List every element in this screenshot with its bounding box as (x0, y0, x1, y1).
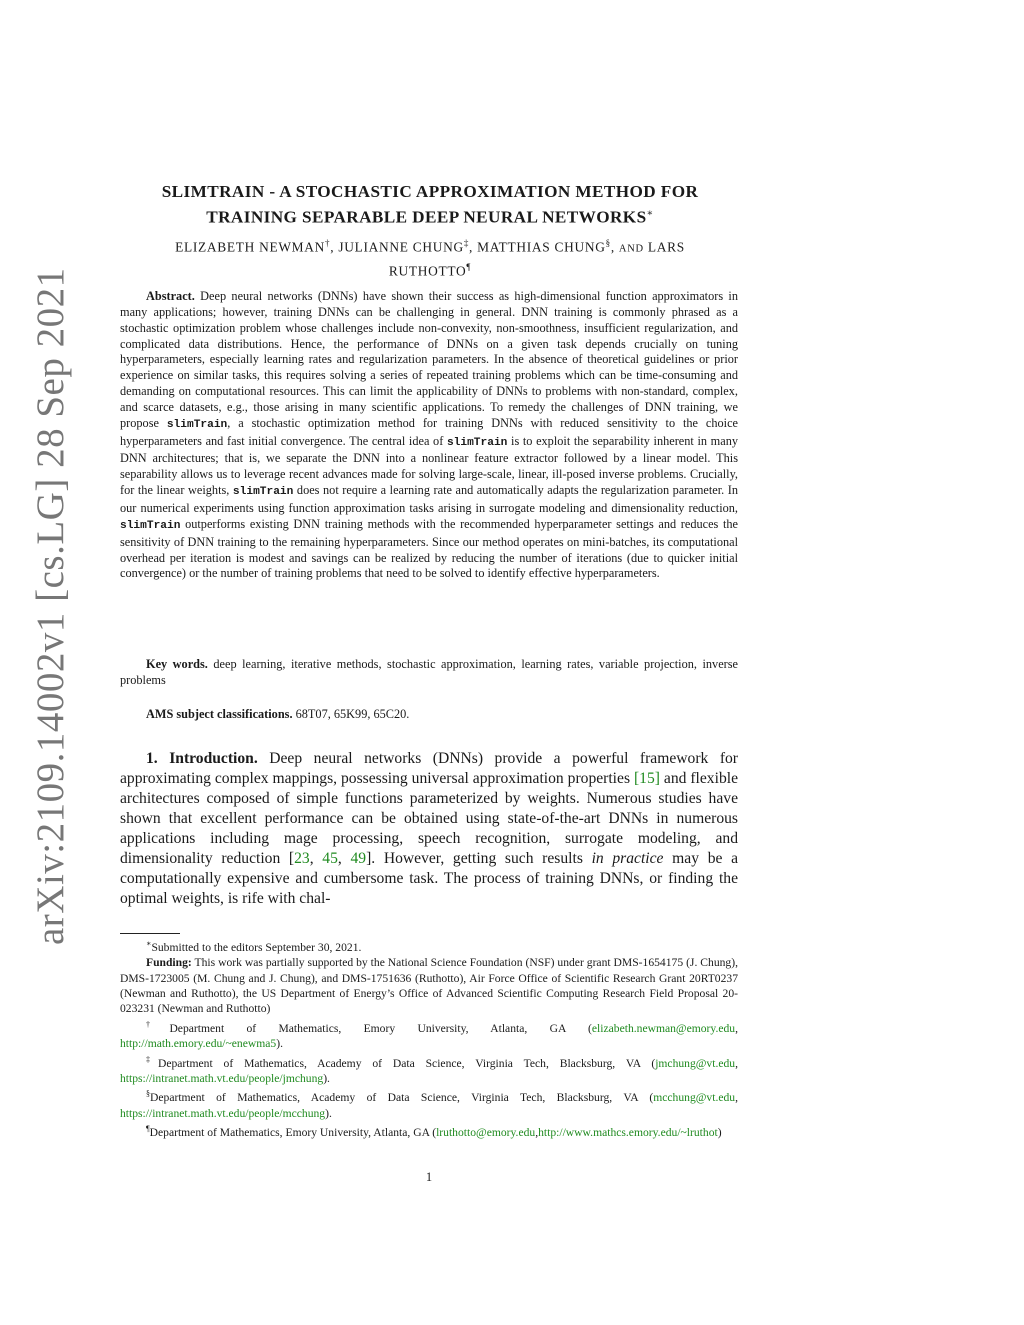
email-link[interactable]: mcchung@vt.edu (653, 1091, 736, 1105)
emphasis: in practice (591, 850, 664, 867)
ams-classifications: AMS subject classifications. 68T07, 65K99, 65C20. (146, 707, 410, 721)
url-link[interactable]: https://intranet.math.vt.edu/people/mcchung (120, 1106, 326, 1120)
footnote-newman: †Department of Mathematics, Emory University, Atlanta, GA (elizabeth.newman@emory.edu, http://math.emory.edu/~enewma5). (120, 1019, 739, 1051)
footnote-rule (120, 933, 180, 934)
introduction-section: 1. Introduction. Deep neural networks (DNNs) provide a powerful framework for approximating complex mappings, possessing universal approximation properties [15] and flexible architectures composed of simple functions parameterized by weights. Numerous studies have shown that excellent performance can be obtained using state-of-the-art DNNs in numerous applications including mage processing, speech recognition, surrogate modeling, and dimensionality reduction [23, 45, 49]. However, getting such results in practice may be a computationally expensive and cumbersome task. The process of training DNNs, or finding the optimal weights, is rife with chal- (120, 750, 739, 907)
author-ruthotto-last: RUTHOTTO (388, 263, 467, 279)
abstract-label: Abstract. (146, 289, 195, 303)
title-line-2: TRAINING SEPARABLE DEEP NEURAL NETWORKS∗ (206, 207, 654, 227)
keywords-label: Key words. (146, 657, 208, 671)
footnote-m-chung: §Department of Mathematics, Academy of Data Science, Virginia Tech, Blacksburg, VA (mcchung@vt.edu, https://intranet.math.vt.edu/people/mcchung). (120, 1089, 738, 1120)
url-link[interactable]: https://intranet.math.vt.edu/people/jmchung (120, 1071, 324, 1085)
author-list (120, 234, 740, 281)
method-name: slimTrain (232, 486, 294, 499)
citation-link[interactable]: [15] (633, 770, 660, 787)
footnotes (120, 936, 738, 1140)
footnote-j-chung: ‡Department of Mathematics, Academy of Data Science, Virginia Tech, Blacksburg, VA (jmchung@vt.edu, https://intranet.math.vt.edu/people/jmchung). (120, 1054, 738, 1085)
author-j-chung: JULIANNE CHUNG (338, 239, 464, 255)
title-footnote-mark: ∗ (646, 208, 654, 219)
page-number: 1 (425, 1170, 433, 1184)
paper-title (120, 181, 740, 229)
citation-link[interactable]: 23 (294, 850, 310, 867)
author-line-1: ELIZABETH NEWMAN†, JULIANNE CHUNG‡, MATTHIAS CHUNG§, AND LARS (175, 238, 685, 255)
method-name: slimTrain (120, 519, 181, 532)
keywords: Key words. deep learning, iterative methods, stochastic approximation, learning rates, variable projection, inverse problems (120, 657, 738, 687)
method-name: slimTrain (446, 436, 508, 449)
section-heading: 1. Introduction. (146, 750, 258, 767)
citation-link[interactable]: 45 (322, 850, 338, 867)
arxiv-identifier: arXiv:2109.14002v1 [cs.LG] 28 Sep 2021 (29, 267, 72, 945)
url-link[interactable]: http://math.emory.edu/~enewma5 (120, 1037, 277, 1051)
email-link[interactable]: jmchung@vt.edu (655, 1056, 736, 1070)
email-link[interactable]: elizabeth.newman@emory.edu (591, 1021, 736, 1035)
ams-label: AMS subject classifications. (146, 707, 293, 721)
author-m-chung: MATTHIAS CHUNG (477, 239, 606, 255)
author-ruthotto-first: LARS (647, 239, 685, 255)
email-link[interactable]: lruthotto@emory.edu (436, 1125, 536, 1139)
abstract: Abstract. Deep neural networks (DNNs) have shown their success as high-dimensional function approximators in many applications; however, training DNNs can be challenging in general. DNN training is commonly phrased as a stochastic optimization problem whose challenges include non-convexity, non-smoothness, insufficient regularization, and complicated data distributions. Hence, the performance of DNNs on a given task depends crucially on tuning hyperparameters, especially learning rates and regularization parameters. In the absence of theoretical guidelines or prior experience on similar tasks, this requires solving a series of repeated training problems which can be time-consuming and demanding on computational resources. This can limit the applicability of DNNs to problems with non-standard, complex, and scarce datasets, e.g., those arising in many scientific applications. To remedy the challenges of DNN training, we propose slimTrain, a stochastic optimization method for training DNNs with reduced sensitivity to the choice hyperparameters and fast initial convergence. The central idea of slimTrain is to exploit the separability inherent in many DNN architectures; that is, we separate the DNN into a nonlinear feature extractor followed by a linear model. This separability allows us to leverage recent advances made for solving large-scale, linear, ill-posed inverse problems. Crucially, for the linear weights, slimTrain does not require a learning rate and automatically adapts the regularization parameter. In our numerical experiments using function approximation tasks arising in surrogate modeling and dimensionality reduction, slimTrain outperforms existing DNN training methods with the recommended hyperparameter settings and reduces the sensitivity of DNN training to the remaining hyperparameters. Since our method operates on mini-batches, its computational overhead per iteration is modest and savings can be realized by reducing the number of iterations (due to quicker initial convergence) or the number of training problems that need to be solved to identify effective hyperparameters. (120, 289, 739, 581)
author-line-2: RUTHOTTO¶ (388, 262, 472, 279)
footnote-ruthotto: ¶Department of Mathematics, Emory University, Atlanta, GA (lruthotto@emory.edu,http://www.mathcs.emory.edu/~lruthot) (146, 1123, 722, 1139)
url-link[interactable]: http://www.mathcs.emory.edu/~lruthot (538, 1125, 718, 1139)
method-name: slimTrain (166, 418, 228, 431)
author-newman: ELIZABETH NEWMAN (175, 239, 326, 255)
citation-link[interactable]: 49 (350, 850, 367, 867)
footnote-submitted: ∗Submitted to the editors September 30, 2021. (146, 939, 362, 954)
title-line-1: SLIMTRAIN - A STOCHASTIC APPROXIMATION METHOD FOR (161, 182, 699, 201)
footnote-funding: Funding: This work was partially supported by the National Science Foundation (NSF) under grant DMS-1654175 (J. Chung), DMS-1723005 (M. Chung and J. Chung), and DMS-1751636 (Ruthotto), Air Force Office of Scientific Research Grant 20RT0237 (Newman and Ruthotto), the US Department of Energy’s Office of Advanced Scientific Computing Research Field Proposal 20-023231 (Newman and Ruthotto) (120, 956, 738, 1016)
